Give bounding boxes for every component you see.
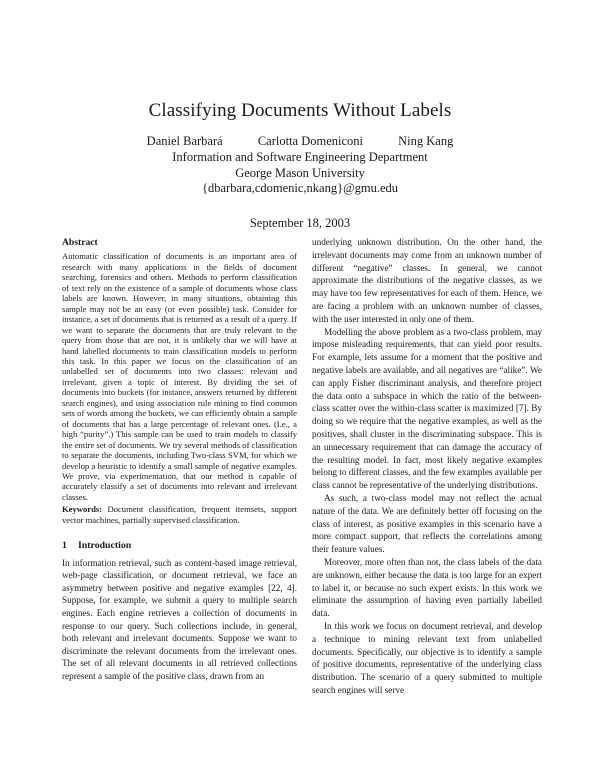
- author-emails: {dbarbara,cdomenic,nkang}@gmu.edu: [201, 181, 398, 195]
- paragraph: Moreover, more often than not, the class labels of the data are unknown, either because the data is too large for an expert to label it, or because no such expert exists. In this work we eliminate the assumption of having even partially labelled data.: [312, 556, 542, 619]
- affiliation: Information and Software Engineering Department: [172, 150, 428, 164]
- author-name: Ning Kang: [398, 134, 454, 148]
- abstract-heading: Abstract: [62, 237, 98, 248]
- left-column: [62, 238, 297, 683]
- paragraph: In this work we focus on document retrieval, and develop a technique to mining relevant text from unlabelled documents. Specifically, our objective is to identify a sample of positive documents, representative of the underlying class distribution. The scenario of a query submitted to multiple search engines will serve: [312, 620, 542, 695]
- paragraph: As such, a two-class model may not reflect the actual nature of the data. We are definitely better off focusing on the class of interest, as positive examples in this scenario have a more compact support, that reflects the correlations among their feature values.: [312, 492, 542, 555]
- author-name: Carlotta Domeniconi: [257, 134, 363, 148]
- paragraph: Modelling the above problem as a two-class problem, may impose misleading requirements, that can yield poor results. For example, lets assume for a moment that the positive and negative labels are available, and all negatives are “alike”. We can apply Fisher discriminant analysis, and therefore project the data onto a subspace in which the ratio of the between-class scatter over the within-class scatter is maximized [7]. By doing so we require that the negative examples, as well as the positives, shall cluster in the discriminating subspace. This is an unnecessary requirement that can damage the accuracy of the resulting model. In fact, most likely negative examples belong to different classes, and the few examples available per class cannot be representative of the underlying distributions.: [312, 326, 542, 491]
- paper-date: September 18, 2003: [249, 216, 351, 230]
- keywords-text: Document classification, frequent itemsets, support vector machines, partially supervised classification.: [62, 504, 297, 525]
- abstract-text: Automatic classification of documents is an important area of research with many applications in the fields of document searching, forensics and others. Methods to perform classification of text rely on the existence of a sample of documents whose class labels are known. However, in many situations, obtaining this sample may not be an easy (or even possible) task. Consider for instance, a set of documents that is returned as a result of a query. If we want to separate the documents that are truly relevant to the query from those that are not, it is unlikely that we will have at hand labelled documents to train classification models to perform this task. In this paper we focus on the classification of an unlabelled set of documents into two classes: relevant and irrelevant, given a topic of interest. By dividing the set of documents into buckets (for instance, answers returned by different search engines), and using association rule mining to find common sets of words among the buckets, we can efficiently obtain a sample of documents that has a large percentage of relevant ones. (I.e., a high “purity”.) This sample can be used to train models to classify the entire set of documents. We try several methods of classification to separate the documents, including Two-class SVM, for which we develop a heuristic to identify a small sample of negative examples. We prove, via experimentation, that our method is capable of accurately classify a set of documents into relevant and irrelevant classes.: [62, 251, 297, 502]
- introduction-text: In information retrieval, such as content-based image retrieval, web-page classification, or document retrieval, we face an asymmetry between positive and negative examples [22, 4]. Suppose, for example, we submit a query to multiple search engines. Each engine retrieves a collection of documents in response to our query. Such collections include, in general, both relevant and irrelevant documents. Suppose we want to discriminate the relevant documents from the irrelevant ones. The set of all relevant documents in all retrieved collections represent a sample of the positive class, drawn from an: [62, 557, 297, 682]
- keywords-label: Keywords:: [62, 504, 103, 515]
- keywords: [62, 504, 297, 525]
- author-name: Daniel Barbará: [146, 134, 223, 148]
- author-list: [0, 134, 600, 149]
- paragraph: underlying unknown distribution. On the other hand, the irrelevant documents may come from an unknown number of different “negative” classes. In general, we cannot approximate the distributions of the negative classes, as we may have too few representatives for each of them. Hence, we are facing a problem with an unknown number of classes, with the user interested in only one of them.: [312, 237, 542, 324]
- university: George Mason University: [235, 166, 365, 180]
- paper-title: Classifying Documents Without Labels: [148, 100, 452, 121]
- section-title: Introduction: [78, 540, 132, 552]
- section-heading: [62, 541, 297, 551]
- right-column: [312, 236, 542, 697]
- section-number: 1: [62, 540, 67, 552]
